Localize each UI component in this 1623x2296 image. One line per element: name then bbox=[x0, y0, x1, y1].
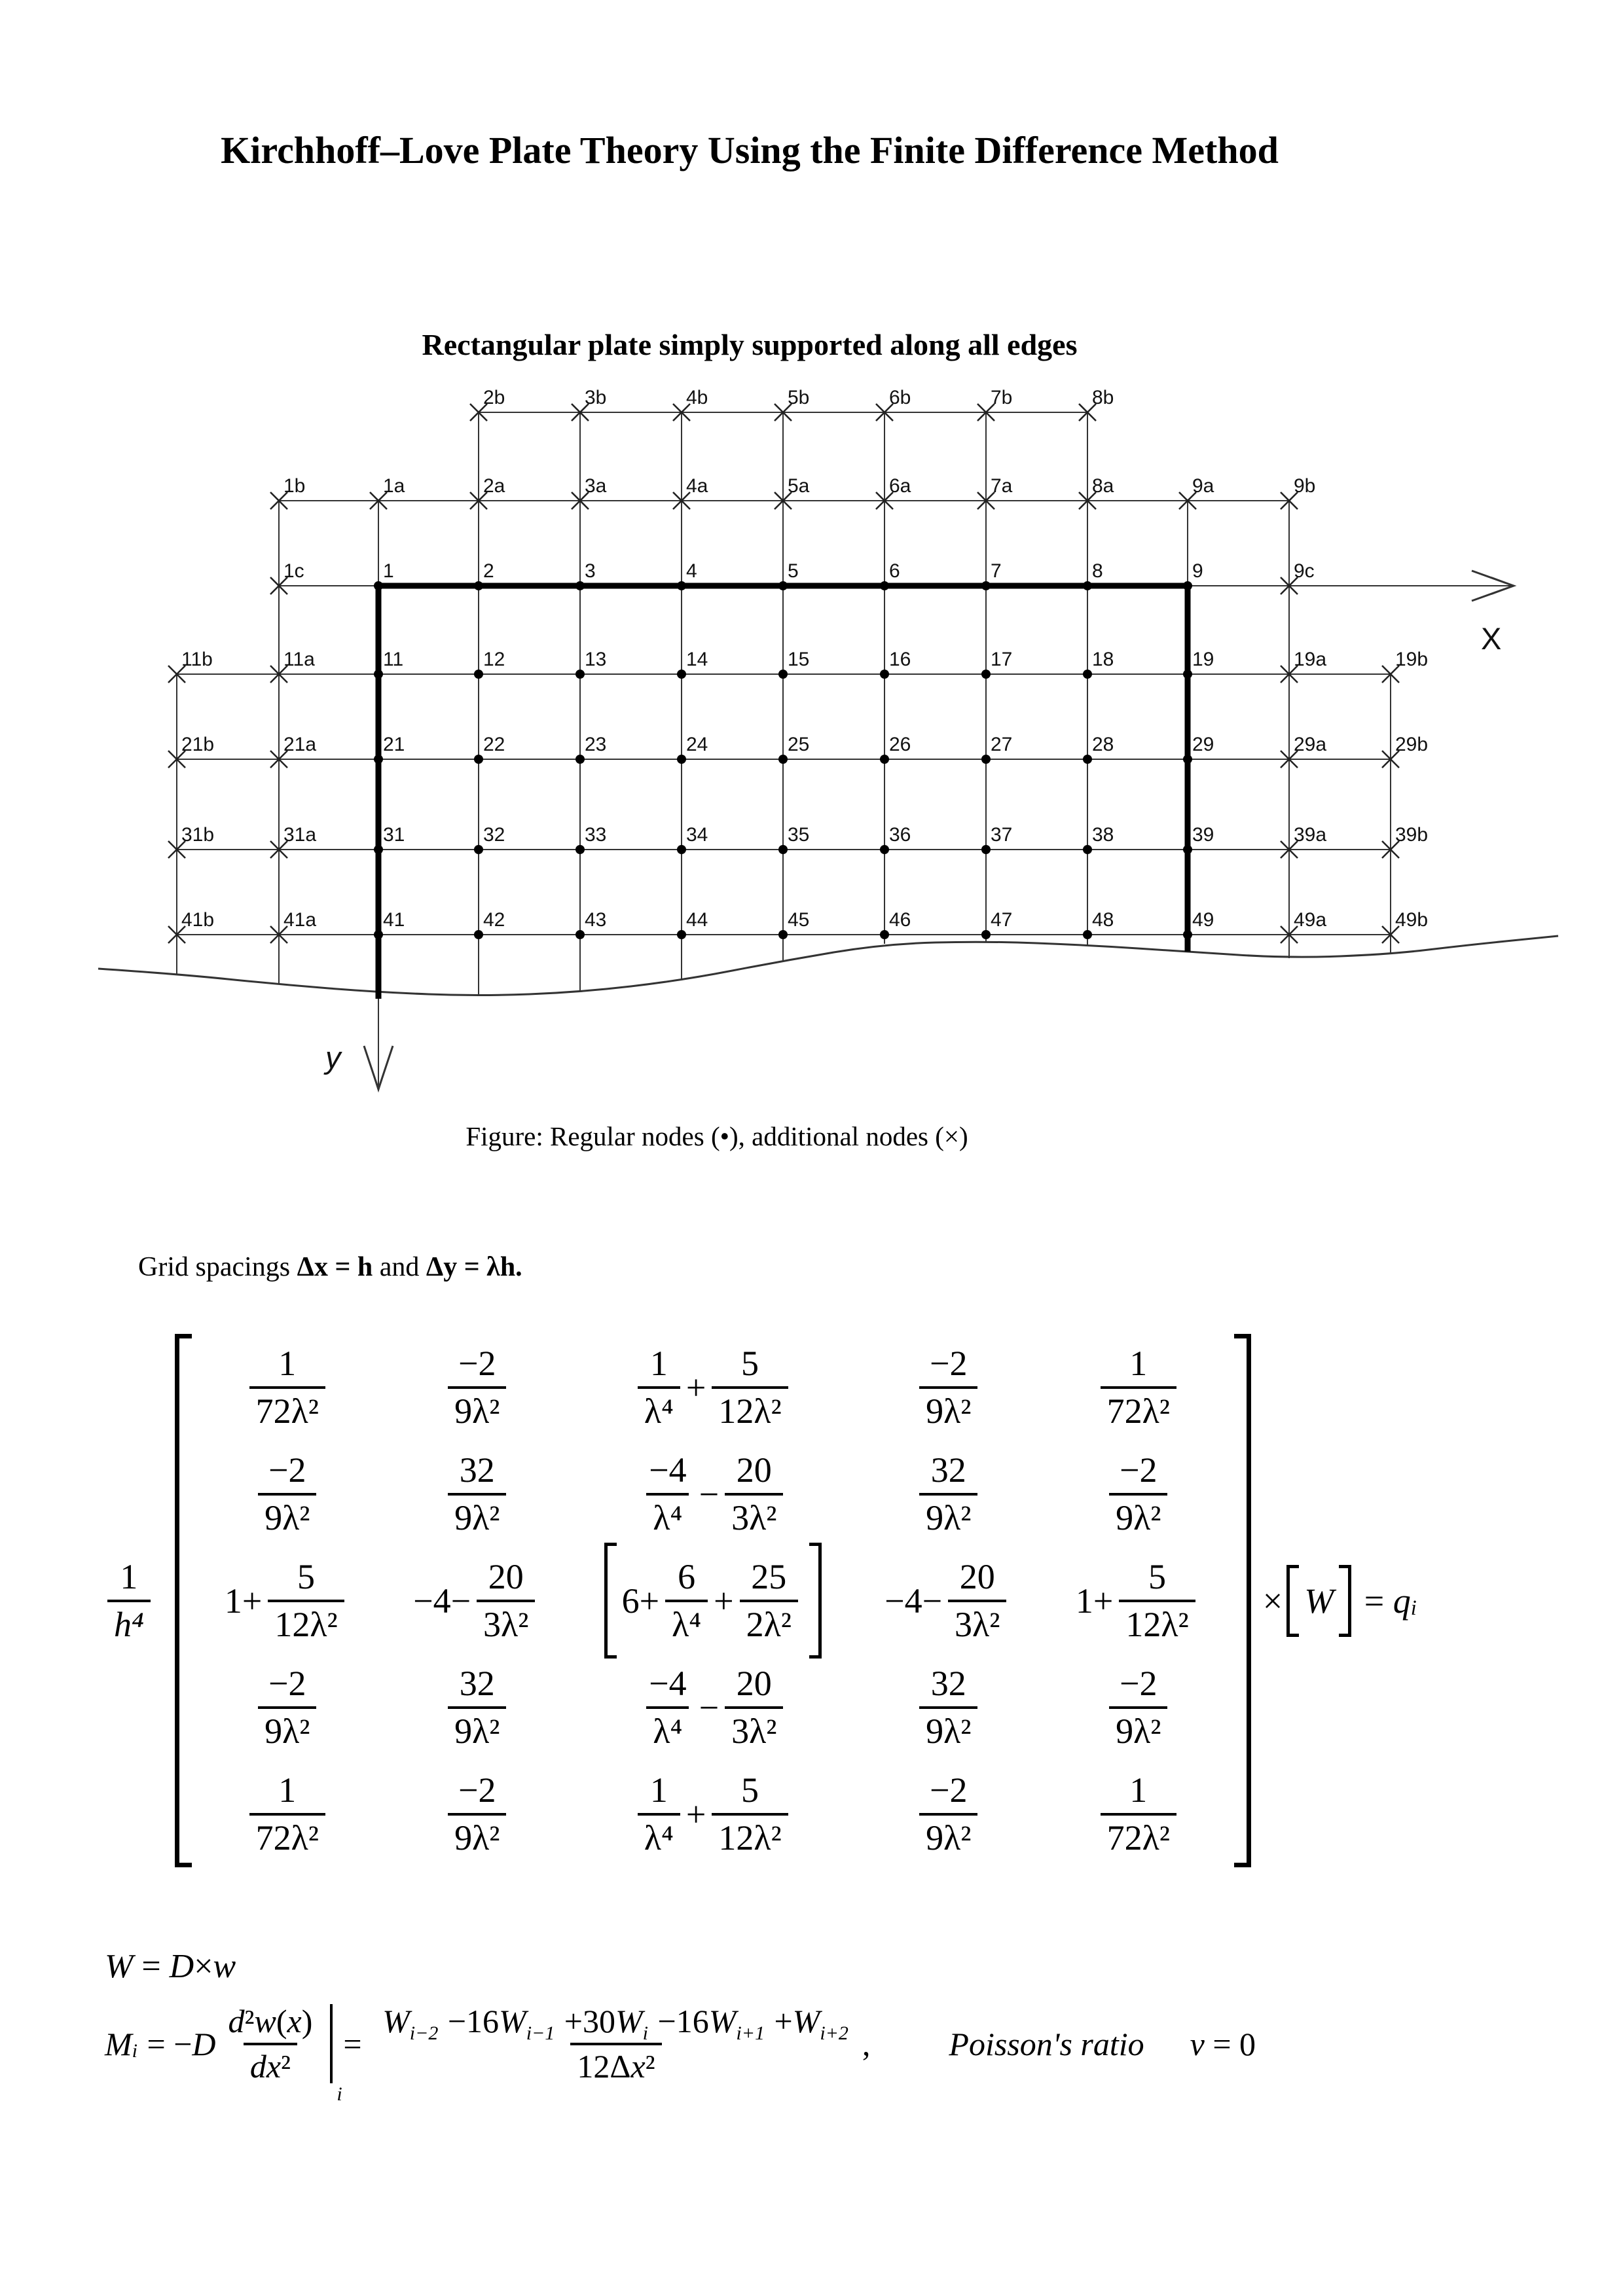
grid-note-text: Grid spacings bbox=[138, 1252, 297, 1282]
regular-node-icon bbox=[778, 755, 788, 764]
node-label-31b: 31b bbox=[181, 824, 215, 846]
node-label-11b: 11b bbox=[181, 649, 213, 670]
regular-node-icon bbox=[981, 930, 991, 939]
matrix-cell-r5c4: −2 9λ² bbox=[913, 1772, 983, 1856]
matrix-cell-r1c2: −2 9λ² bbox=[442, 1345, 512, 1429]
node-label-31: 31 bbox=[383, 824, 405, 846]
coefficient-prefix: $\frac{1}{\text{h⁴}}$ bbox=[101, 1558, 156, 1643]
node-label-41b: 41b bbox=[181, 909, 215, 931]
matrix-cell-r1c4: −2 9λ² bbox=[913, 1345, 983, 1429]
node-label-19a: 19a bbox=[1294, 649, 1327, 670]
node-label-49: 49 bbox=[1192, 909, 1214, 931]
regular-node-icon bbox=[575, 581, 585, 590]
regular-node-icon bbox=[981, 755, 991, 764]
matrix-cell-r1c5: 1 72λ² bbox=[1095, 1345, 1182, 1429]
regular-node-icon bbox=[778, 845, 788, 854]
node-label-13: 13 bbox=[585, 649, 607, 670]
node-label-3b: 3b bbox=[585, 387, 607, 408]
regular-node-icon bbox=[1183, 930, 1192, 939]
node-label-34: 34 bbox=[686, 824, 708, 846]
node-label-16: 16 bbox=[889, 649, 911, 670]
node-label-35: 35 bbox=[788, 824, 810, 846]
node-label-1c: 1c bbox=[283, 560, 304, 582]
node-label-17: 17 bbox=[991, 649, 1013, 670]
node-label-27: 27 bbox=[991, 734, 1013, 755]
node-label-3: 3 bbox=[585, 560, 596, 582]
node-label-19b: 19b bbox=[1395, 649, 1429, 670]
node-label-43: 43 bbox=[585, 909, 607, 931]
node-label-6: 6 bbox=[889, 560, 900, 582]
node-label-44: 44 bbox=[686, 909, 708, 931]
node-label-7: 7 bbox=[991, 560, 1002, 582]
node-label-32: 32 bbox=[483, 824, 505, 846]
regular-node-icon bbox=[677, 845, 686, 854]
regular-node-icon bbox=[1083, 670, 1092, 679]
node-label-6b: 6b bbox=[889, 387, 911, 408]
regular-node-icon bbox=[575, 930, 585, 939]
regular-node-icon bbox=[474, 845, 483, 854]
node-label-24: 24 bbox=[686, 734, 708, 755]
regular-node-icon bbox=[374, 845, 383, 854]
node-label-36: 36 bbox=[889, 824, 911, 846]
node-label-8a: 8a bbox=[1092, 475, 1114, 497]
matrix-cell-r4c3: −4 λ⁴ − $\frac{20}{\text{3λ²}}$ bbox=[636, 1665, 789, 1749]
regular-node-icon bbox=[374, 581, 383, 590]
matrix-cell-r2c1: −2 9λ² bbox=[252, 1452, 322, 1536]
regular-node-icon bbox=[474, 581, 483, 590]
node-label-14: 14 bbox=[686, 649, 708, 670]
plate-grid-figure bbox=[0, 367, 1623, 1185]
node-label-9b: 9b bbox=[1294, 475, 1316, 497]
node-label-33: 33 bbox=[585, 824, 607, 846]
y-axis-label: y bbox=[325, 1040, 341, 1075]
regular-node-icon bbox=[880, 670, 889, 679]
regular-node-icon bbox=[677, 670, 686, 679]
node-label-2: 2 bbox=[483, 560, 494, 582]
node-label-31a: 31a bbox=[283, 824, 317, 846]
matrix-cell-r2c4: 32 9λ² bbox=[913, 1452, 983, 1536]
regular-node-icon bbox=[575, 845, 585, 854]
regular-node-icon bbox=[374, 670, 383, 679]
regular-node-icon bbox=[880, 930, 889, 939]
matrix-rhs: × W = q i bbox=[1263, 1565, 1418, 1637]
regular-node-icon bbox=[474, 755, 483, 764]
node-label-38: 38 bbox=[1092, 824, 1114, 846]
regular-node-icon bbox=[1083, 755, 1092, 764]
regular-node-icon bbox=[880, 845, 889, 854]
matrix-cell-r3c2: −4− $\frac{20}{\text{3λ²}}$ bbox=[413, 1558, 541, 1643]
matrix-cell-r2c3: −4 λ⁴ − $\frac{20}{\text{3λ²}}$ bbox=[636, 1452, 789, 1536]
node-label-15: 15 bbox=[788, 649, 810, 670]
node-label-49a: 49a bbox=[1294, 909, 1327, 931]
regular-node-icon bbox=[981, 670, 991, 679]
matrix-cell-r5c5: 1 72λ² bbox=[1095, 1772, 1182, 1856]
node-label-22: 22 bbox=[483, 734, 505, 755]
regular-node-icon bbox=[677, 930, 686, 939]
node-label-29b: 29b bbox=[1395, 734, 1429, 755]
node-label-9: 9 bbox=[1192, 560, 1203, 582]
regular-node-icon bbox=[1083, 930, 1092, 939]
node-label-39b: 39b bbox=[1395, 824, 1429, 846]
node-label-29: 29 bbox=[1192, 734, 1214, 755]
matrix-cell-r3c4: −4− $\frac{20}{\text{3λ²}}$ bbox=[884, 1558, 1012, 1643]
node-label-42: 42 bbox=[483, 909, 505, 931]
equation-w-definition: W = D × w bbox=[105, 1948, 236, 1985]
node-label-25: 25 bbox=[788, 734, 810, 755]
node-label-4b: 4b bbox=[686, 387, 708, 408]
matrix-cell-r1c1: 1 72λ² bbox=[244, 1345, 331, 1429]
node-label-5: 5 bbox=[788, 560, 799, 582]
x-axis-label: X bbox=[1481, 621, 1502, 656]
node-label-9c: 9c bbox=[1294, 560, 1315, 582]
matrix-cell-r3c3: 6+ $\frac{6}{\text{λ⁴}}$ + $\frac{25}{\text{2λ²}}$ bbox=[600, 1543, 826, 1659]
matrix-cell-r4c2: 32 9λ² bbox=[442, 1665, 512, 1749]
regular-node-icon bbox=[778, 670, 788, 679]
matrix-cell-r1c3: 1 λ⁴ + $\frac{5}{\text{12λ²}}$ bbox=[632, 1345, 794, 1429]
regular-node-icon bbox=[374, 755, 383, 764]
regular-node-icon bbox=[1183, 670, 1192, 679]
node-label-7a: 7a bbox=[991, 475, 1013, 497]
node-label-5b: 5b bbox=[788, 387, 810, 408]
node-label-1: 1 bbox=[383, 560, 394, 582]
node-label-2b: 2b bbox=[483, 387, 505, 408]
regular-node-icon bbox=[1083, 845, 1092, 854]
node-label-21: 21 bbox=[383, 734, 405, 755]
node-label-8b: 8b bbox=[1092, 387, 1114, 408]
regular-node-icon bbox=[880, 581, 889, 590]
node-label-2a: 2a bbox=[483, 475, 505, 497]
regular-node-icon bbox=[474, 930, 483, 939]
regular-node-icon bbox=[575, 670, 585, 679]
node-label-21b: 21b bbox=[181, 734, 215, 755]
node-label-48: 48 bbox=[1092, 909, 1114, 931]
stencil-matrix bbox=[196, 1334, 1230, 1867]
node-label-23: 23 bbox=[585, 734, 607, 755]
node-label-18: 18 bbox=[1092, 649, 1114, 670]
matrix-cell-r2c5: −2 9λ² bbox=[1103, 1452, 1173, 1536]
grid-spacing-note bbox=[138, 1251, 522, 1283]
node-label-39: 39 bbox=[1192, 824, 1214, 846]
matrix-cell-r5c2: −2 9λ² bbox=[442, 1772, 512, 1856]
regular-node-icon bbox=[1183, 845, 1192, 854]
node-label-3a: 3a bbox=[585, 475, 607, 497]
figure-title: Rectangular plate simply supported along all edges bbox=[422, 328, 1078, 361]
break-wave-line bbox=[98, 936, 1558, 996]
node-label-9a: 9a bbox=[1192, 475, 1214, 497]
node-label-45: 45 bbox=[788, 909, 810, 931]
matrix-cell-r3c5: 1+ $\frac{5}{\text{12λ²}}$ bbox=[1076, 1558, 1201, 1643]
matrix-cell-r5c3: 1 λ⁴ + $\frac{5}{\text{12λ²}}$ bbox=[632, 1772, 794, 1856]
regular-node-icon bbox=[474, 670, 483, 679]
matrix-cell-r4c5: −2 9λ² bbox=[1103, 1665, 1173, 1749]
node-label-46: 46 bbox=[889, 909, 911, 931]
matrix-bracket-left-icon bbox=[175, 1334, 192, 1867]
node-label-7b: 7b bbox=[991, 387, 1013, 408]
grid-note-dy: Δy = λh. bbox=[426, 1252, 522, 1282]
node-label-19: 19 bbox=[1192, 649, 1214, 670]
regular-node-icon bbox=[981, 581, 991, 590]
regular-node-icon bbox=[880, 755, 889, 764]
node-label-26: 26 bbox=[889, 734, 911, 755]
caption-prefix: Figure: bbox=[465, 1121, 543, 1151]
node-label-4a: 4a bbox=[686, 475, 708, 497]
equation-bending-moment: M i = − D d ² w ( x ) dx ² i = W i−2 −16 W i−1 +30 W i −16 W i+1 + W i+2 12Δ x ² , Poisson's ratio ν = 0 bbox=[105, 2003, 1256, 2105]
stencil-equation bbox=[95, 1334, 1418, 1867]
node-label-12: 12 bbox=[483, 649, 505, 670]
node-label-49b: 49b bbox=[1395, 909, 1429, 931]
matrix-cell-r3c1: 1+ $\frac{5}{\text{12λ²}}$ bbox=[225, 1558, 350, 1643]
matrix-bracket-right-icon bbox=[1234, 1334, 1251, 1867]
node-label-8: 8 bbox=[1092, 560, 1103, 582]
figure-caption bbox=[0, 1121, 1434, 1152]
node-label-37: 37 bbox=[991, 824, 1013, 846]
node-label-41a: 41a bbox=[283, 909, 317, 931]
grid-note-dx: Δx = h bbox=[297, 1252, 373, 1282]
regular-node-icon bbox=[778, 581, 788, 590]
page-title: Kirchhoff–Love Plate Theory Using the Finite Difference Method bbox=[221, 129, 1279, 171]
regular-node-icon bbox=[1083, 581, 1092, 590]
node-label-47: 47 bbox=[991, 909, 1013, 931]
node-label-41: 41 bbox=[383, 909, 405, 931]
matrix-cell-r4c4: 32 9λ² bbox=[913, 1665, 983, 1749]
node-label-11: 11 bbox=[383, 649, 404, 670]
grid-note-and: and bbox=[373, 1252, 426, 1282]
regular-node-icon bbox=[677, 755, 686, 764]
node-label-28: 28 bbox=[1092, 734, 1114, 755]
node-label-21a: 21a bbox=[283, 734, 317, 755]
regular-node-icon bbox=[1183, 755, 1192, 764]
node-label-6a: 6a bbox=[889, 475, 911, 497]
node-label-5a: 5a bbox=[788, 475, 810, 497]
node-label-1a: 1a bbox=[383, 475, 405, 497]
node-label-11a: 11a bbox=[283, 649, 315, 670]
regular-node-icon bbox=[677, 581, 686, 590]
regular-node-icon bbox=[575, 755, 585, 764]
matrix-cell-r5c1: 1 72λ² bbox=[244, 1772, 331, 1856]
matrix-cell-r2c2: 32 9λ² bbox=[442, 1452, 512, 1536]
regular-node-icon bbox=[374, 930, 383, 939]
regular-node-icon bbox=[981, 845, 991, 854]
matrix-cell-r4c1: −2 9λ² bbox=[252, 1665, 322, 1749]
caption-text: Regular nodes (•), additional nodes (×) bbox=[543, 1121, 968, 1151]
node-label-4: 4 bbox=[686, 560, 697, 582]
node-label-1b: 1b bbox=[283, 475, 306, 497]
node-label-29a: 29a bbox=[1294, 734, 1327, 755]
regular-node-icon bbox=[778, 930, 788, 939]
regular-node-icon bbox=[1183, 581, 1192, 590]
node-label-39a: 39a bbox=[1294, 824, 1327, 846]
